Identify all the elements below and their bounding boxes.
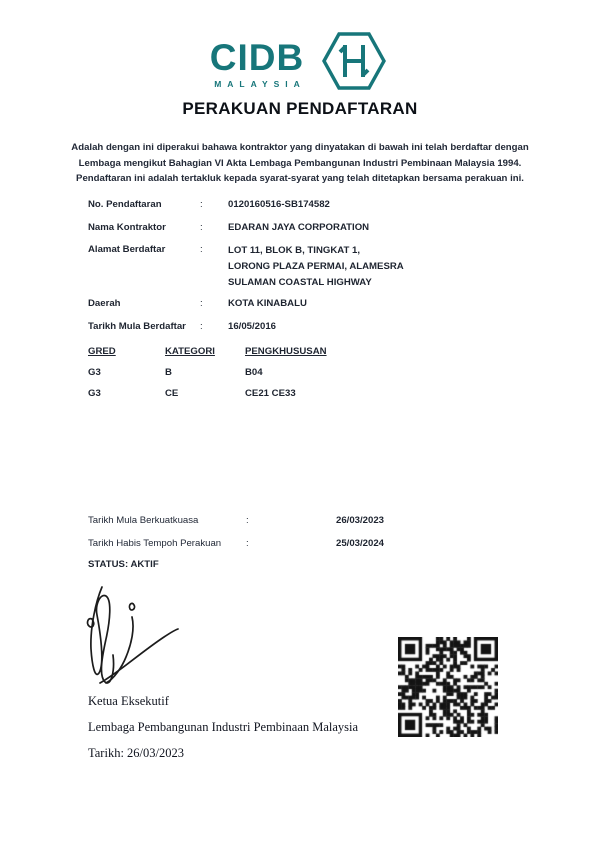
field-alamat-berdaftar (88, 243, 528, 291)
cell-kategori: CE (165, 388, 179, 399)
validity-section (88, 514, 408, 570)
cell-gred: G3 (88, 388, 101, 399)
cidb-logo (0, 28, 600, 99)
signer-title: Ketua Eksekutif (88, 694, 169, 708)
address-line-1: LOT 11, BLOK B, TINGKAT 1, (228, 245, 361, 256)
field-tarikh-habis-tempoh (88, 537, 408, 550)
signature-image (78, 583, 193, 703)
footer-block (88, 694, 358, 772)
colon-separator (200, 221, 228, 235)
field-value: KOTA KINABALU (228, 298, 307, 309)
field-tarikh-mula-berdaftar (88, 320, 528, 334)
cell-gred: G3 (88, 367, 101, 378)
status-badge: STATUS: AKTIF (88, 559, 159, 570)
issue-date: Tarikh: 26/03/2023 (88, 746, 184, 760)
header-pengkhususan: PENGKHUSUSAN (245, 346, 327, 357)
field-label: Daerah (88, 298, 121, 309)
cidb-hexagon-icon (316, 28, 392, 99)
cidb-logo-text (208, 36, 306, 89)
address-line-2: LORONG PLAZA PERMAI, ALAMESRA (228, 261, 404, 272)
grade-table (88, 345, 405, 408)
field-no-pendaftaran (88, 198, 528, 212)
intro-line-3: Pendaftaran ini adalah tertakluk kepada syarat-syarat yang telah ditetapkan bersama perakuan ini. (76, 173, 524, 184)
field-nama-kontraktor (88, 221, 528, 235)
colon-separator (246, 537, 258, 550)
colon-separator (246, 514, 258, 527)
field-label: Alamat Berdaftar (88, 244, 166, 255)
field-daerah (88, 297, 528, 311)
field-label: Tarikh Habis Tempoh Perakuan (88, 537, 222, 549)
intro-paragraph (60, 140, 540, 187)
table-row (88, 387, 405, 400)
field-label: Tarikh Mula Berkuatkuasa (88, 515, 199, 526)
field-value: 0120160516-SB174582 (228, 199, 330, 210)
cell-kategori: B (165, 367, 172, 378)
field-label: Nama Kontraktor (88, 221, 166, 233)
field-value: 26/03/2023 (336, 515, 385, 526)
field-tarikh-mula-berkuatkuasa (88, 514, 408, 527)
field-value (228, 243, 528, 291)
colon-separator (200, 243, 228, 291)
header-gred: GRED (88, 346, 116, 357)
cidb-malaysia-text: MALAYSIA (214, 78, 306, 89)
organization-name: Lembaga Pembangunan Industri Pembinaan Malaysia (88, 720, 359, 734)
registration-details (88, 198, 528, 342)
qr-code (398, 637, 498, 737)
header-kategori: KATEGORI (165, 346, 215, 357)
table-row (88, 366, 405, 379)
field-value: 16/05/2016 (228, 320, 277, 332)
field-value: 25/03/2024 (336, 537, 385, 549)
cell-pengkhususan: B04 (245, 367, 263, 378)
field-label: No. Pendaftaran (88, 199, 162, 210)
colon-separator (200, 198, 228, 212)
field-value: EDARAN JAYA CORPORATION (228, 221, 370, 233)
colon-separator (200, 297, 228, 311)
cell-pengkhususan: CE21 CE33 (245, 388, 296, 399)
intro-line-1: Adalah dengan ini diperakui bahawa kontraktor yang dinyatakan di bawah ini telah berdaftar dengan (71, 142, 529, 153)
page-title: PERAKUAN PENDAFTARAN (182, 99, 418, 118)
intro-line-2: Lembaga mengikut Bahagian VI Akta Lembaga Pembangunan Industri Pembinaan Malaysia 1994. (78, 157, 522, 169)
cidb-brand-text: CIDB (209, 36, 305, 78)
field-label: Tarikh Mula Berdaftar (88, 320, 186, 332)
address-line-3: SULAMAN COASTAL HIGHWAY (228, 277, 372, 288)
grade-table-header (88, 345, 405, 358)
colon-separator (200, 320, 228, 334)
